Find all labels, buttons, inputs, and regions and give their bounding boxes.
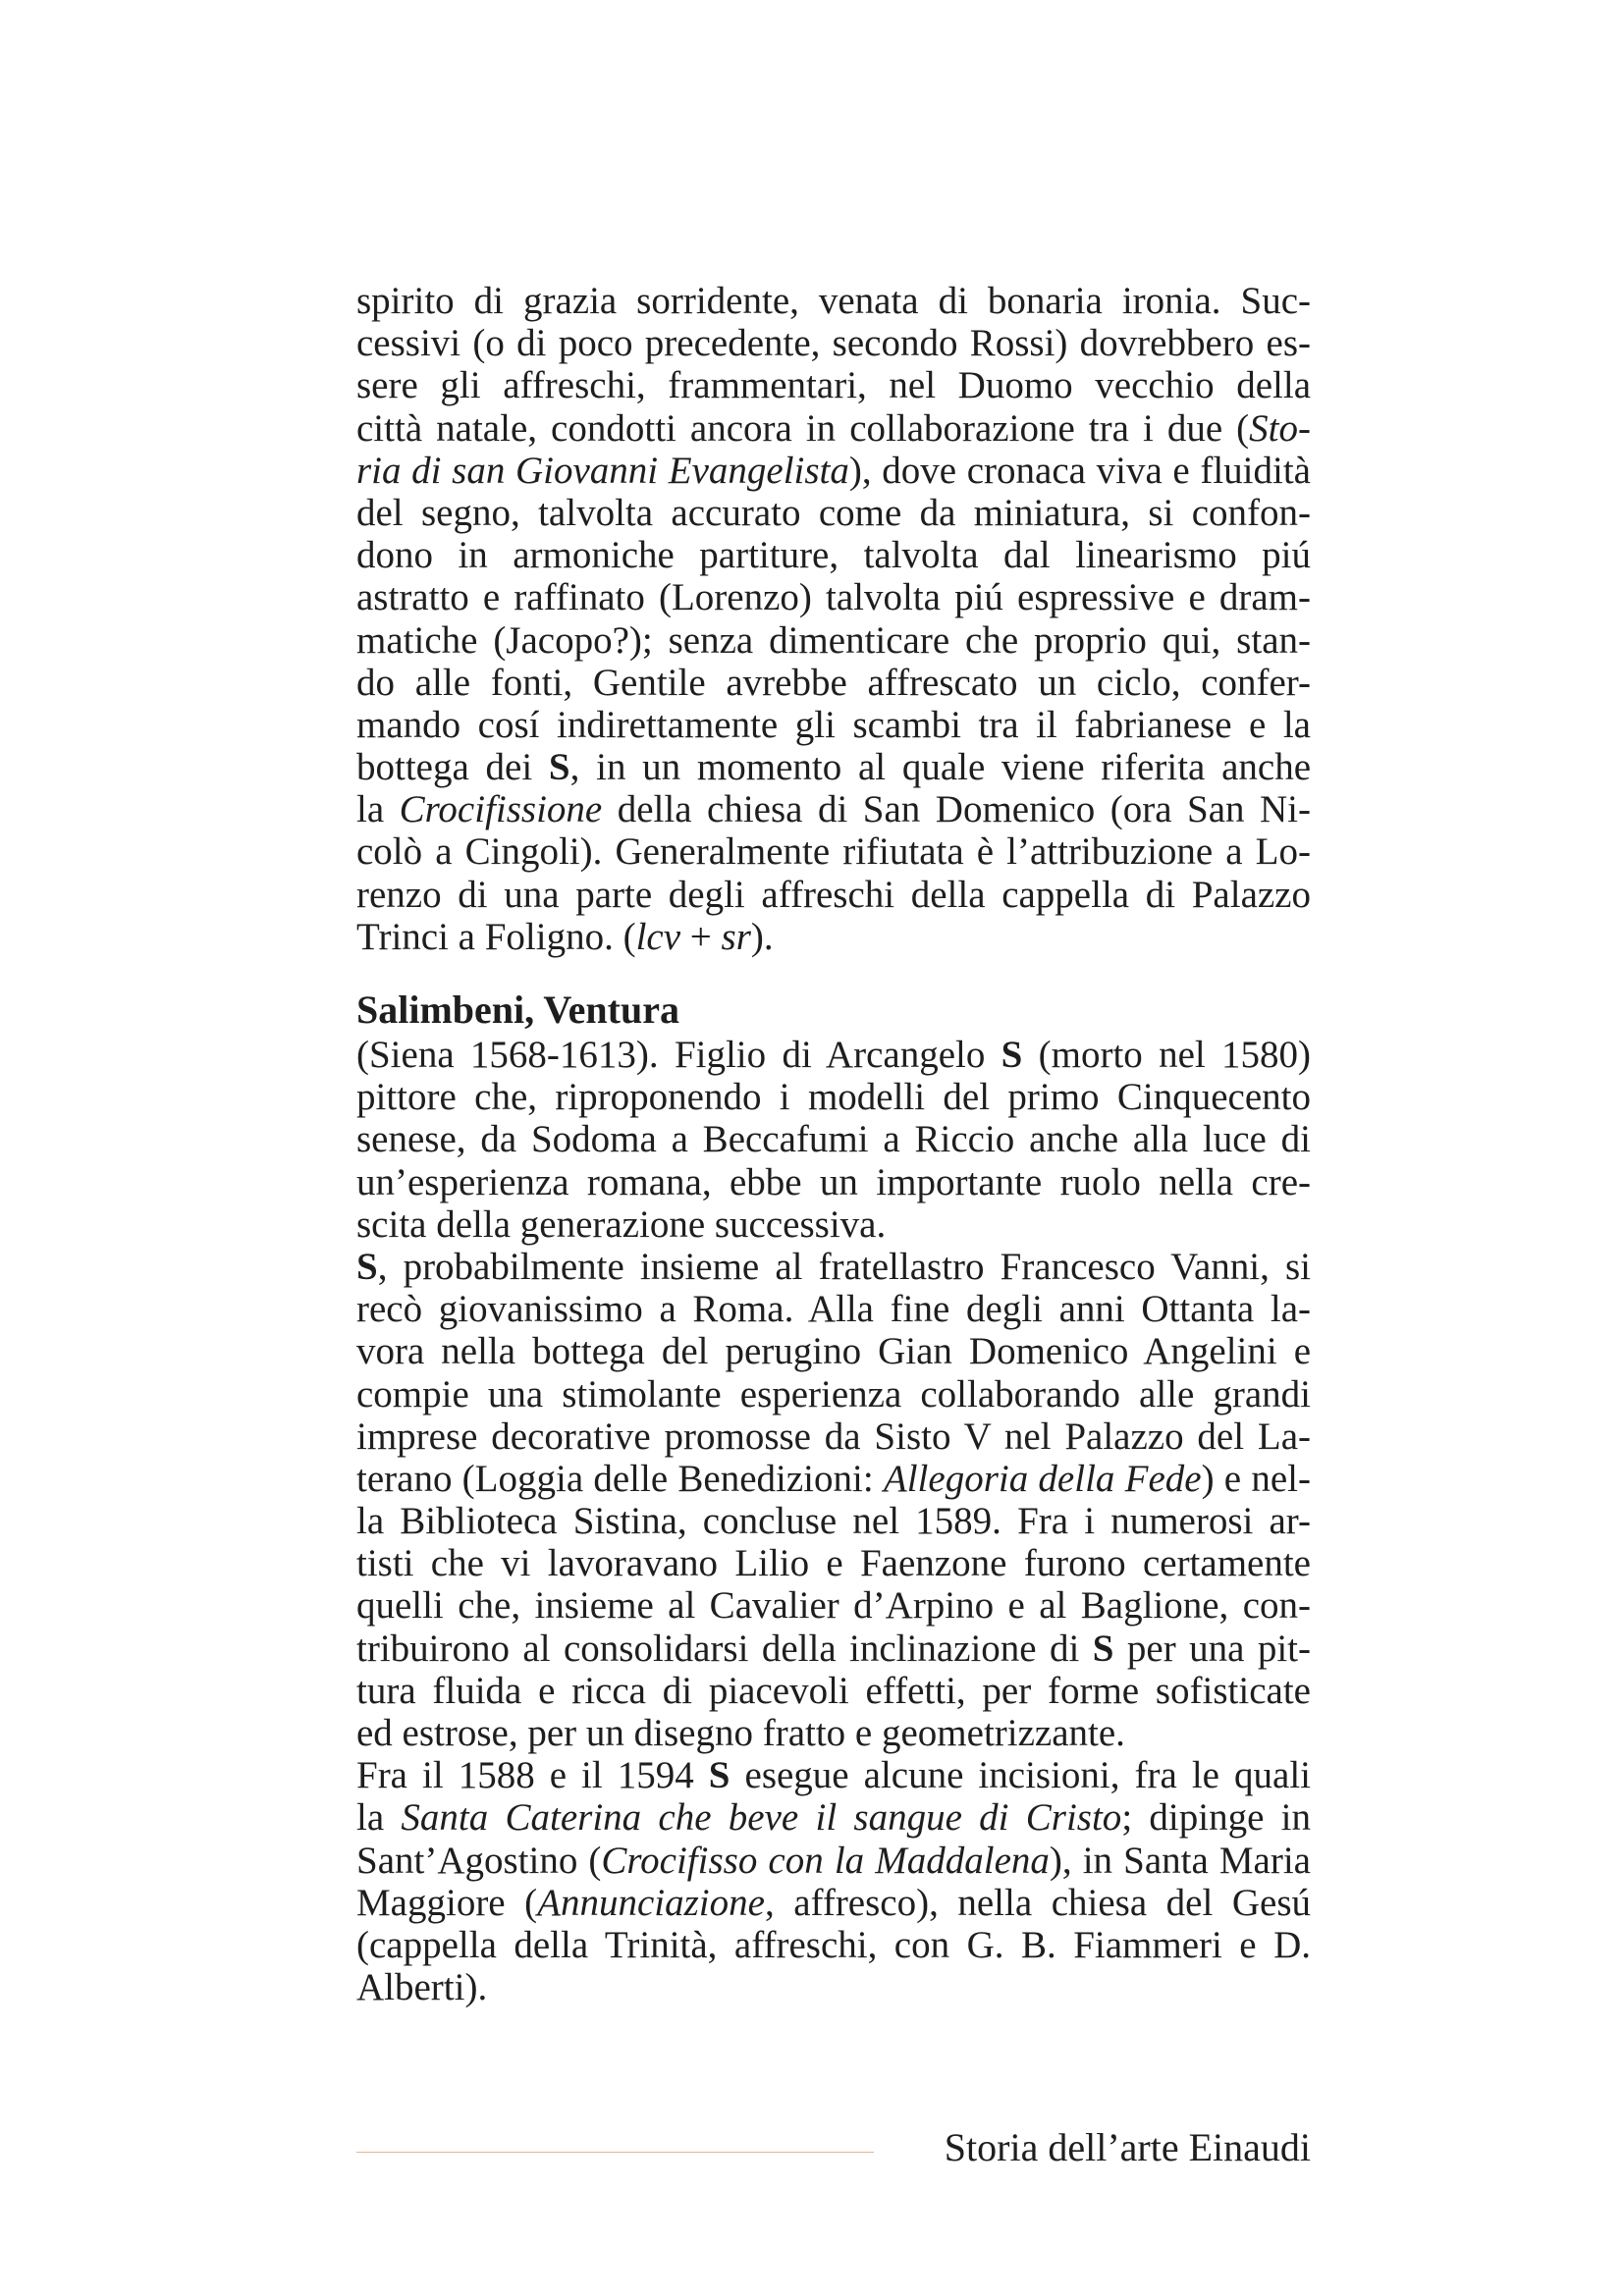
text-line	[356, 619, 1311, 662]
text-line	[356, 788, 1311, 830]
bold-text: S	[548, 746, 570, 789]
text-line	[356, 1882, 1311, 1924]
bold-text: S	[1092, 1627, 1114, 1670]
text-line	[356, 1966, 1311, 2008]
text-span: compie una stimolante esperienza collaborando alle grandi	[356, 1372, 1311, 1415]
text-line	[356, 1373, 1311, 1415]
text-line	[356, 1415, 1311, 1458]
text-line	[356, 662, 1311, 704]
text-span: città natale, condotti ancora in collaborazione tra i due (	[356, 406, 1250, 450]
text-span: sere gli affreschi, frammentari, nel Duomo vecchio della	[356, 364, 1311, 407]
text-line	[356, 1161, 1311, 1203]
text-line	[356, 1076, 1311, 1118]
text-span: colò a Cingoli). Generalmente rifiutata è l’attribuzione a Lo-	[356, 830, 1311, 874]
footer-rule	[356, 2152, 874, 2153]
text-line	[356, 534, 1311, 576]
text-span: vora nella bottega del perugino Gian Domenico Angelini e	[356, 1330, 1311, 1373]
text-span: (Siena 1568-1613). Figlio di Arcangelo	[356, 1034, 1001, 1076]
text-line	[356, 1754, 1311, 1796]
text-span: Fra il 1588 e il 1594	[356, 1754, 709, 1797]
italic-text: ria di san Giovanni Evangelista	[356, 449, 849, 492]
text-span: quelli che, insieme al Cavalier d’Arpino e al Baglione, con-	[356, 1584, 1311, 1628]
text-line	[356, 1670, 1311, 1712]
text-line	[356, 450, 1311, 492]
text-line	[356, 1500, 1311, 1542]
italic-text: Sto-	[1249, 406, 1311, 450]
text-line	[356, 322, 1311, 364]
text-span: della chiesa di San Domenico (ora San Ni-	[602, 788, 1312, 831]
text-line	[356, 1203, 1311, 1246]
text-line	[356, 1840, 1311, 1882]
text-span: senese, da Sodoma a Beccafumi a Riccio anche alla luce di	[356, 1118, 1311, 1161]
text-span: astratto e raffinato (Lorenzo) talvolta piú espressive e dram-	[356, 576, 1311, 619]
text-span: spirito di grazia sorridente, venata di bonaria ironia. Suc-	[356, 280, 1311, 322]
text-span: dono in armoniche partiture, talvolta dal linearismo piú	[356, 534, 1311, 577]
text-line	[356, 1712, 1311, 1754]
text-line	[356, 576, 1311, 618]
italic-text: sr	[721, 915, 751, 958]
text-span: ), dove cronaca viva e fluidità	[848, 449, 1311, 492]
text-span: Alberti).	[356, 1966, 488, 2009]
text-line	[356, 280, 1311, 322]
text-span: +	[680, 915, 722, 958]
text-span: ed estrose, per un disegno fratto e geometrizzante.	[356, 1712, 1125, 1754]
italic-text: Annunciazione	[537, 1881, 765, 1924]
text-span: (morto nel 1580)	[1022, 1034, 1312, 1076]
text-line	[356, 746, 1311, 788]
text-span: , probabilmente insieme al fratellastro Francesco Vanni, si	[377, 1245, 1311, 1288]
text-line	[356, 1584, 1311, 1627]
text-span: Trinci a Foligno. (	[356, 915, 636, 958]
text-span: la Biblioteca Sistina, concluse nel 1589. Fra i numerosi ar-	[356, 1500, 1311, 1543]
text-span: mando cosí indirettamente gli scambi tra il fabrianese e la	[356, 703, 1311, 746]
bold-text: S	[356, 1245, 378, 1288]
italic-text: Crocifissione	[399, 788, 603, 831]
text-span: cessivi (o di poco precedente, secondo Rossi) dovrebbero es-	[356, 322, 1311, 365]
bold-text: S	[1001, 1034, 1023, 1076]
text-line	[356, 1246, 1311, 1288]
text-span: tribuirono al consolidarsi della inclinazione di	[356, 1627, 1093, 1670]
text-span: do alle fonti, Gentile avrebbe affrescato un ciclo, confer-	[356, 661, 1311, 704]
text-span: per una pit-	[1113, 1627, 1312, 1670]
text-span: un’esperienza romana, ebbe un importante ruolo nella cre-	[356, 1160, 1311, 1203]
text-line	[356, 1458, 1311, 1500]
text-span: ) e nel-	[1201, 1457, 1311, 1500]
text-span: ), in Santa Maria	[1049, 1839, 1311, 1882]
text-span: Sant’Agostino (	[356, 1839, 602, 1882]
text-line	[356, 704, 1311, 746]
text-span: la	[356, 788, 400, 831]
text-span: (cappella della Trinità, affreschi, con G. B. Fiammeri e D.	[356, 1923, 1311, 1966]
text-span: la	[356, 1796, 402, 1840]
text-span: del segno, talvolta accurato come da miniatura, si confon-	[356, 491, 1311, 534]
text-span: terano (Loggia delle Benedizioni:	[356, 1457, 884, 1500]
text-line	[356, 1628, 1311, 1670]
text-span: pittore che, riproponendo i modelli del primo Cinquecento	[356, 1076, 1311, 1119]
text-span: imprese decorative promosse da Sisto V nel Palazzo del La-	[356, 1415, 1311, 1458]
text-line	[356, 874, 1311, 916]
text-span: tisti che vi lavoravano Lilio e Faenzone furono certamente	[356, 1542, 1311, 1585]
text-line	[356, 830, 1311, 873]
text-line	[356, 916, 1311, 958]
text-span: ).	[750, 915, 774, 958]
text-line	[356, 492, 1311, 534]
text-line	[356, 1330, 1311, 1372]
text-span: esegue alcune incisioni, fra le quali	[730, 1754, 1311, 1797]
italic-text: Allegoria della Fede	[883, 1457, 1202, 1500]
text-span: tura fluida e ricca di piacevoli effetti, per forme sofisticate	[356, 1669, 1311, 1712]
text-line	[356, 1924, 1311, 1966]
text-span: Maggiore (	[356, 1881, 538, 1924]
text-column	[356, 280, 1311, 2008]
text-line	[356, 1118, 1311, 1160]
italic-text: Santa Caterina che beve il sangue di Cristo	[401, 1796, 1122, 1840]
entry-heading: Salimbeni, Ventura	[356, 988, 679, 1032]
paragraph-salimbeni-ventura	[356, 1034, 1311, 2008]
footer-source: Storia dell’arte Einaudi	[944, 2125, 1311, 2169]
text-line	[356, 407, 1311, 450]
text-line	[356, 364, 1311, 406]
text-line	[356, 1034, 1311, 1076]
italic-text: lcv	[635, 915, 681, 958]
italic-text: Crocifisso con la Maddalena	[601, 1839, 1050, 1882]
paragraph-lorenzo-jacopo	[356, 280, 1311, 958]
text-span: , affresco), nella chiesa del Gesú	[764, 1881, 1312, 1924]
text-span: renzo di una parte degli affreschi della cappella di Palazzo	[356, 873, 1311, 916]
text-span: scita della generazione successiva.	[356, 1202, 887, 1246]
text-span: bottega dei	[356, 746, 549, 789]
text-span: recò giovanissimo a Roma. Alla fine degli anni Ottanta la-	[356, 1288, 1311, 1331]
bold-text: S	[708, 1754, 730, 1797]
text-span: matiche (Jacopo?); senza dimenticare che proprio qui, stan-	[356, 618, 1311, 662]
text-span: , in un momento al quale viene riferita anche	[569, 746, 1312, 789]
text-line	[356, 1288, 1311, 1330]
text-line	[356, 1542, 1311, 1584]
text-line	[356, 1796, 1311, 1839]
text-span: ; dipinge in	[1121, 1796, 1311, 1840]
